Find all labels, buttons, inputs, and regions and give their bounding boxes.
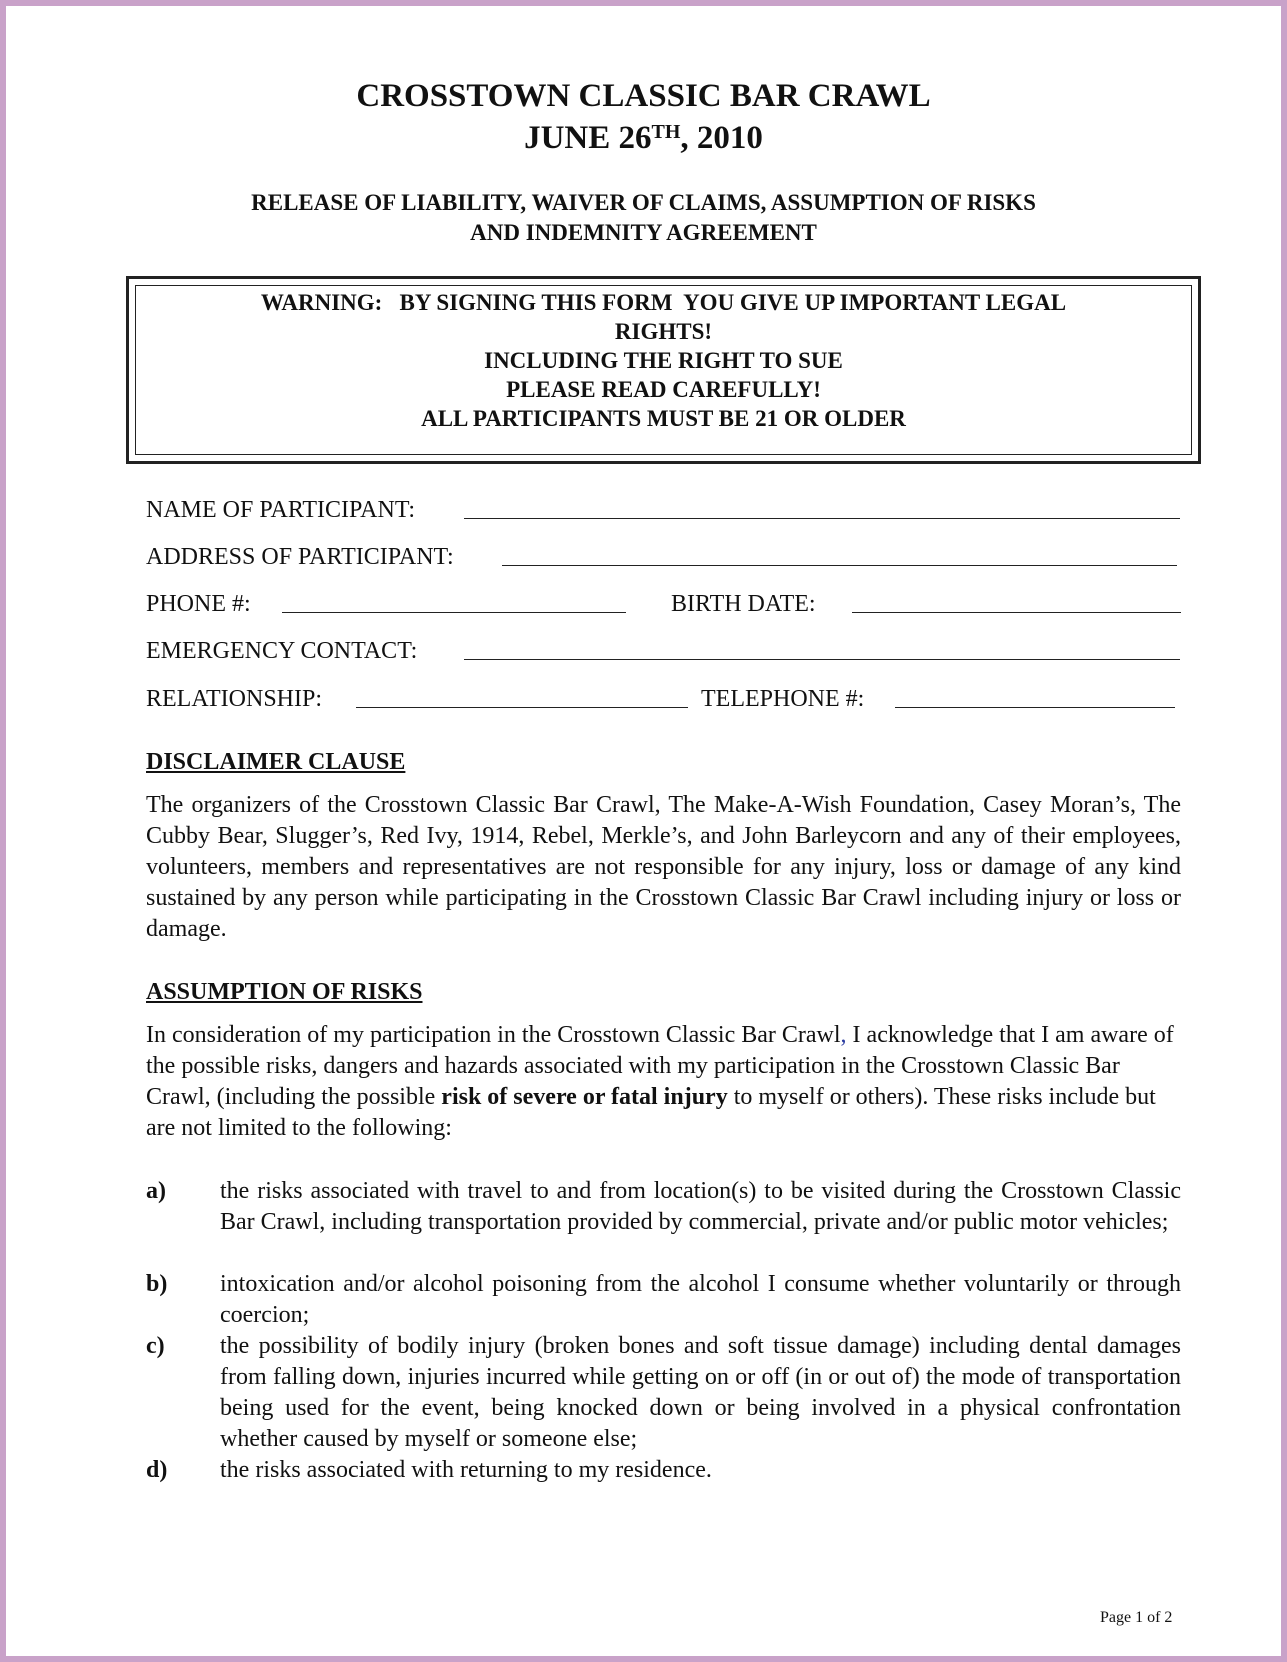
name-label: NAME OF PARTICIPANT: [146,497,415,523]
disclaimer-heading: DISCLAIMER CLAUSE [146,749,406,775]
risk-item-a-text: the risks associated with travel to and from location(s) to be visited during the Crosstown Classic Bar Crawl, including transportation provided by commercial, private and/or public motor vehicles; [220,1178,1181,1235]
telephone-label: TELEPHONE #: [701,686,865,712]
warning-box-inner [135,285,1192,455]
risk-item-a-letter: a) [146,1178,166,1204]
warning-box [126,276,1201,464]
intro-part1: In consideration of my participation in the Crosstown Classic Bar Crawl [146,1022,841,1048]
emergency-contact-line[interactable] [464,659,1180,660]
birth-date-line[interactable] [852,612,1181,613]
risk-item-d-text: the risks associated with returning to my residence. [220,1457,712,1483]
disclaimer-text: The organizers of the Crosstown Classic Bar Crawl, The Make-A-Wish Foundation, Casey Moran’s, The Cubby Bear, Slugger’s, Red Ivy, 1914, Rebel, Merkle’s, and John Barleycorn and any of their employees, volunteers, members and representatives are not responsible for any injury, loss or damage of any kind sustained by any person while participating in the Crosstown Classic Bar Crawl including injury or loss or damage. [146,792,1181,942]
emergency-contact-label: EMERGENCY CONTACT: [146,638,418,664]
warning-line-2: RIGHTS! [614,319,713,344]
event-date [6,118,1281,158]
intro-comma: , [840,1022,847,1048]
event-date-year: , 2010 [680,120,763,156]
document-page [6,6,1281,1656]
risk-item-c-text: the possibility of bodily injury (broken bones and soft tissue damage) including dental damages from falling down, injuries incurred while getting on or off (in or out of) the mode of transportation being used for the event, being knocked down or being involved in a physical confrontation whether caused by myself or someone else; [220,1333,1181,1452]
risk-item-c-letter: c) [146,1333,165,1359]
risk-item-b-letter: b) [146,1271,168,1297]
relationship-line[interactable] [356,707,688,708]
telephone-line[interactable] [895,707,1175,708]
event-date-suffix-sup: TH [651,121,681,143]
agreement-title-line2: AND INDEMNITY AGREEMENT [470,220,817,245]
document-title: CROSSTOWN CLASSIC BAR CRAWL [356,78,931,114]
assumption-intro [146,1020,1181,1144]
risk-item-d-letter: d) [146,1457,168,1483]
agreement-title-line1: RELEASE OF LIABILITY, WAIVER OF CLAIMS, ASSUMPTION OF RISKS [251,190,1036,215]
warning-line-4: PLEASE READ CAREFULLY! [506,377,821,402]
risk-item-b-text: intoxication and/or alcohol poisoning from the alcohol I consume whether voluntarily or through coercion; [220,1271,1181,1328]
relationship-label: RELATIONSHIP: [146,686,323,712]
address-label: ADDRESS OF PARTICIPANT: [146,544,454,570]
intro-bold: risk of severe or fatal injury [441,1084,728,1110]
intro-part3: to myself or others). These risks include but are not limited to the following: [146,1084,1156,1141]
warning-line-1: WARNING: BY SIGNING THIS FORM YOU GIVE UP IMPORTANT LEGAL [260,290,1067,315]
warning-line-5: ALL PARTICIPANTS MUST BE 21 OR OLDER [421,406,906,431]
birth-date-label: BIRTH DATE: [671,591,816,617]
intro-part2: I acknowledge that I am aware of the possible risks, dangers and hazards associated with my participation in the Crosstown Classic Bar Crawl, (including the possible [146,1022,1174,1110]
event-date-day: JUNE 26 [524,120,652,156]
phone-line[interactable] [282,612,626,613]
page-number: Page 1 of 2 [1100,1609,1173,1626]
warning-line-3: INCLUDING THE RIGHT TO SUE [484,348,843,373]
address-line[interactable] [502,565,1177,566]
name-line[interactable] [464,518,1180,519]
phone-label: PHONE #: [146,591,251,617]
assumption-heading: ASSUMPTION OF RISKS [146,979,423,1005]
